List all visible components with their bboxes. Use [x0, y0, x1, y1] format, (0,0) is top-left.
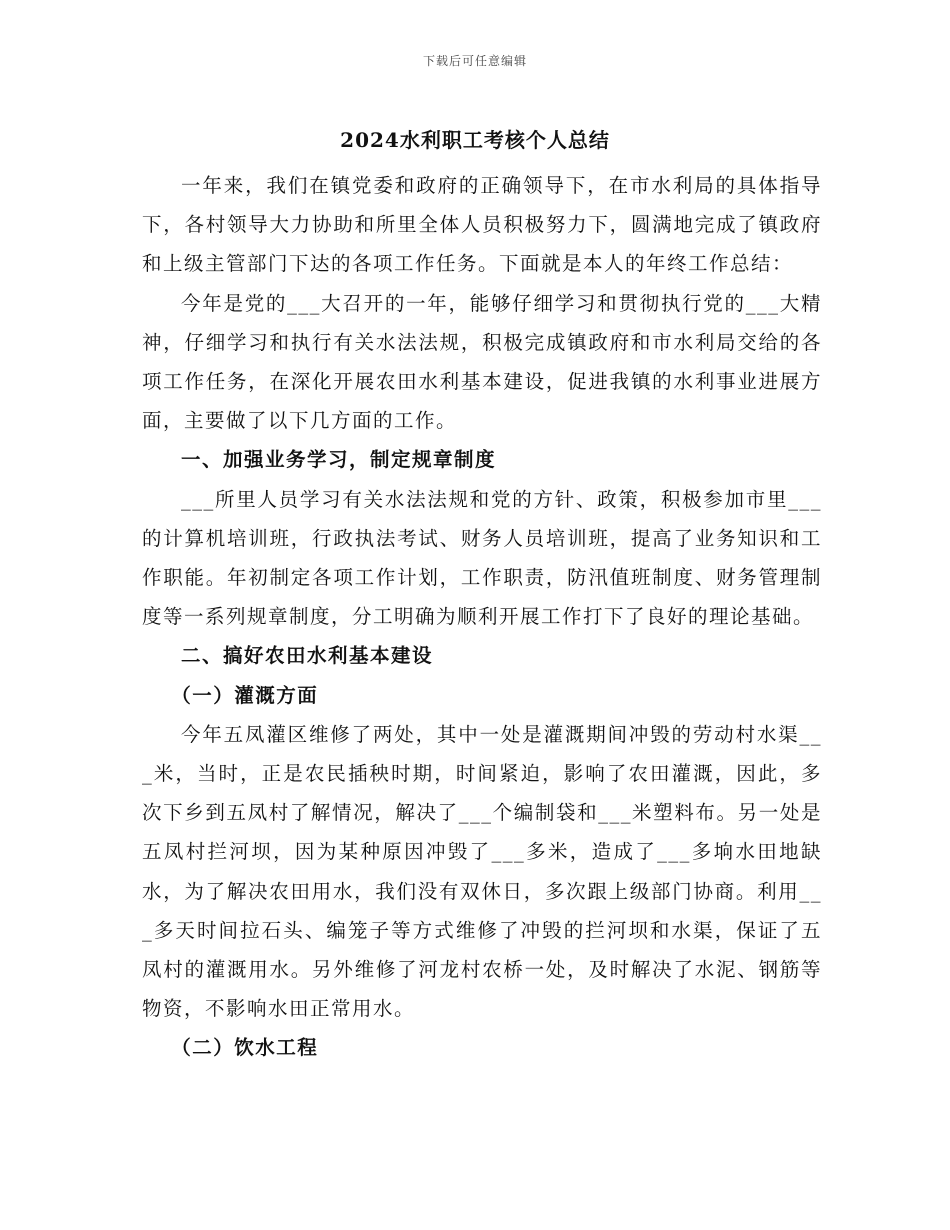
section-2-heading: 二、搞好农田水利基本建设	[181, 644, 434, 668]
subsection-drinking-water-heading: （二）饮水工程	[171, 1036, 319, 1060]
subsection-irrigation-paragraph: 今年五凤灌区维修了两处，其中一处是灌溉期间冲毁的劳动村水渠___米，当时，正是农民插秧时期，时间紧迫，影响了农田灌溉，因此，多次下乡到五凤村了解情况，解决了___个编制袋和___米塑料布。另一处是五凤村拦河坝，因为某种原因冲毁了___多米，造成了___多垧水田地缺水，为了解决农田用水，我们没有双休日，多次跟上级部门协商。利用___多天时间拉石头、编笼子等方式维修了冲毁的拦河坝和水渠，保证了五凤村的灌溉用水。另外维修了河龙村农桥一处，及时解决了水泥、钢筋等物资，不影响水田正常用水。	[142, 722, 822, 1021]
subsection-irrigation-heading: （一）灌溉方面	[171, 683, 319, 707]
page-header-note: 下载后可任意编辑	[422, 54, 527, 68]
document-title: 2024水利职工考核个人总结	[340, 128, 610, 152]
section-1-paragraph: ___所里人员学习有关水法法规和党的方针、政策，积极参加市里___的计算机培训班，行政执法考试、财务人员培训班，提高了业务知识和工作职能。年初制定各项工作计划，工作职责，防汛值班制度、财务管理制度等一系列规章制度，分工明确为顺利开展工作打下了良好的理论基础。	[142, 487, 822, 629]
overview-paragraph: 今年是党的___大召开的一年，能够仔细学习和贯彻执行党的___大精神，仔细学习和执行有关水法法规，积极完成镇政府和市水利局交给的各项工作任务，在深化开展农田水利基本建设，促进我镇的水利事业进展方面，主要做了以下几方面的工作。	[142, 291, 822, 433]
section-1-heading: 一、加强业务学习，制定规章制度	[181, 448, 497, 472]
document-body	[142, 166, 822, 1068]
intro-paragraph: 一年来，我们在镇党委和政府的正确领导下，在市水利局的具体指导下，各村领导大力协助和所里全体人员积极努力下，圆满地完成了镇政府和上级主管部门下达的各项工作任务。下面就是本人的年终工作总结：	[142, 174, 822, 276]
